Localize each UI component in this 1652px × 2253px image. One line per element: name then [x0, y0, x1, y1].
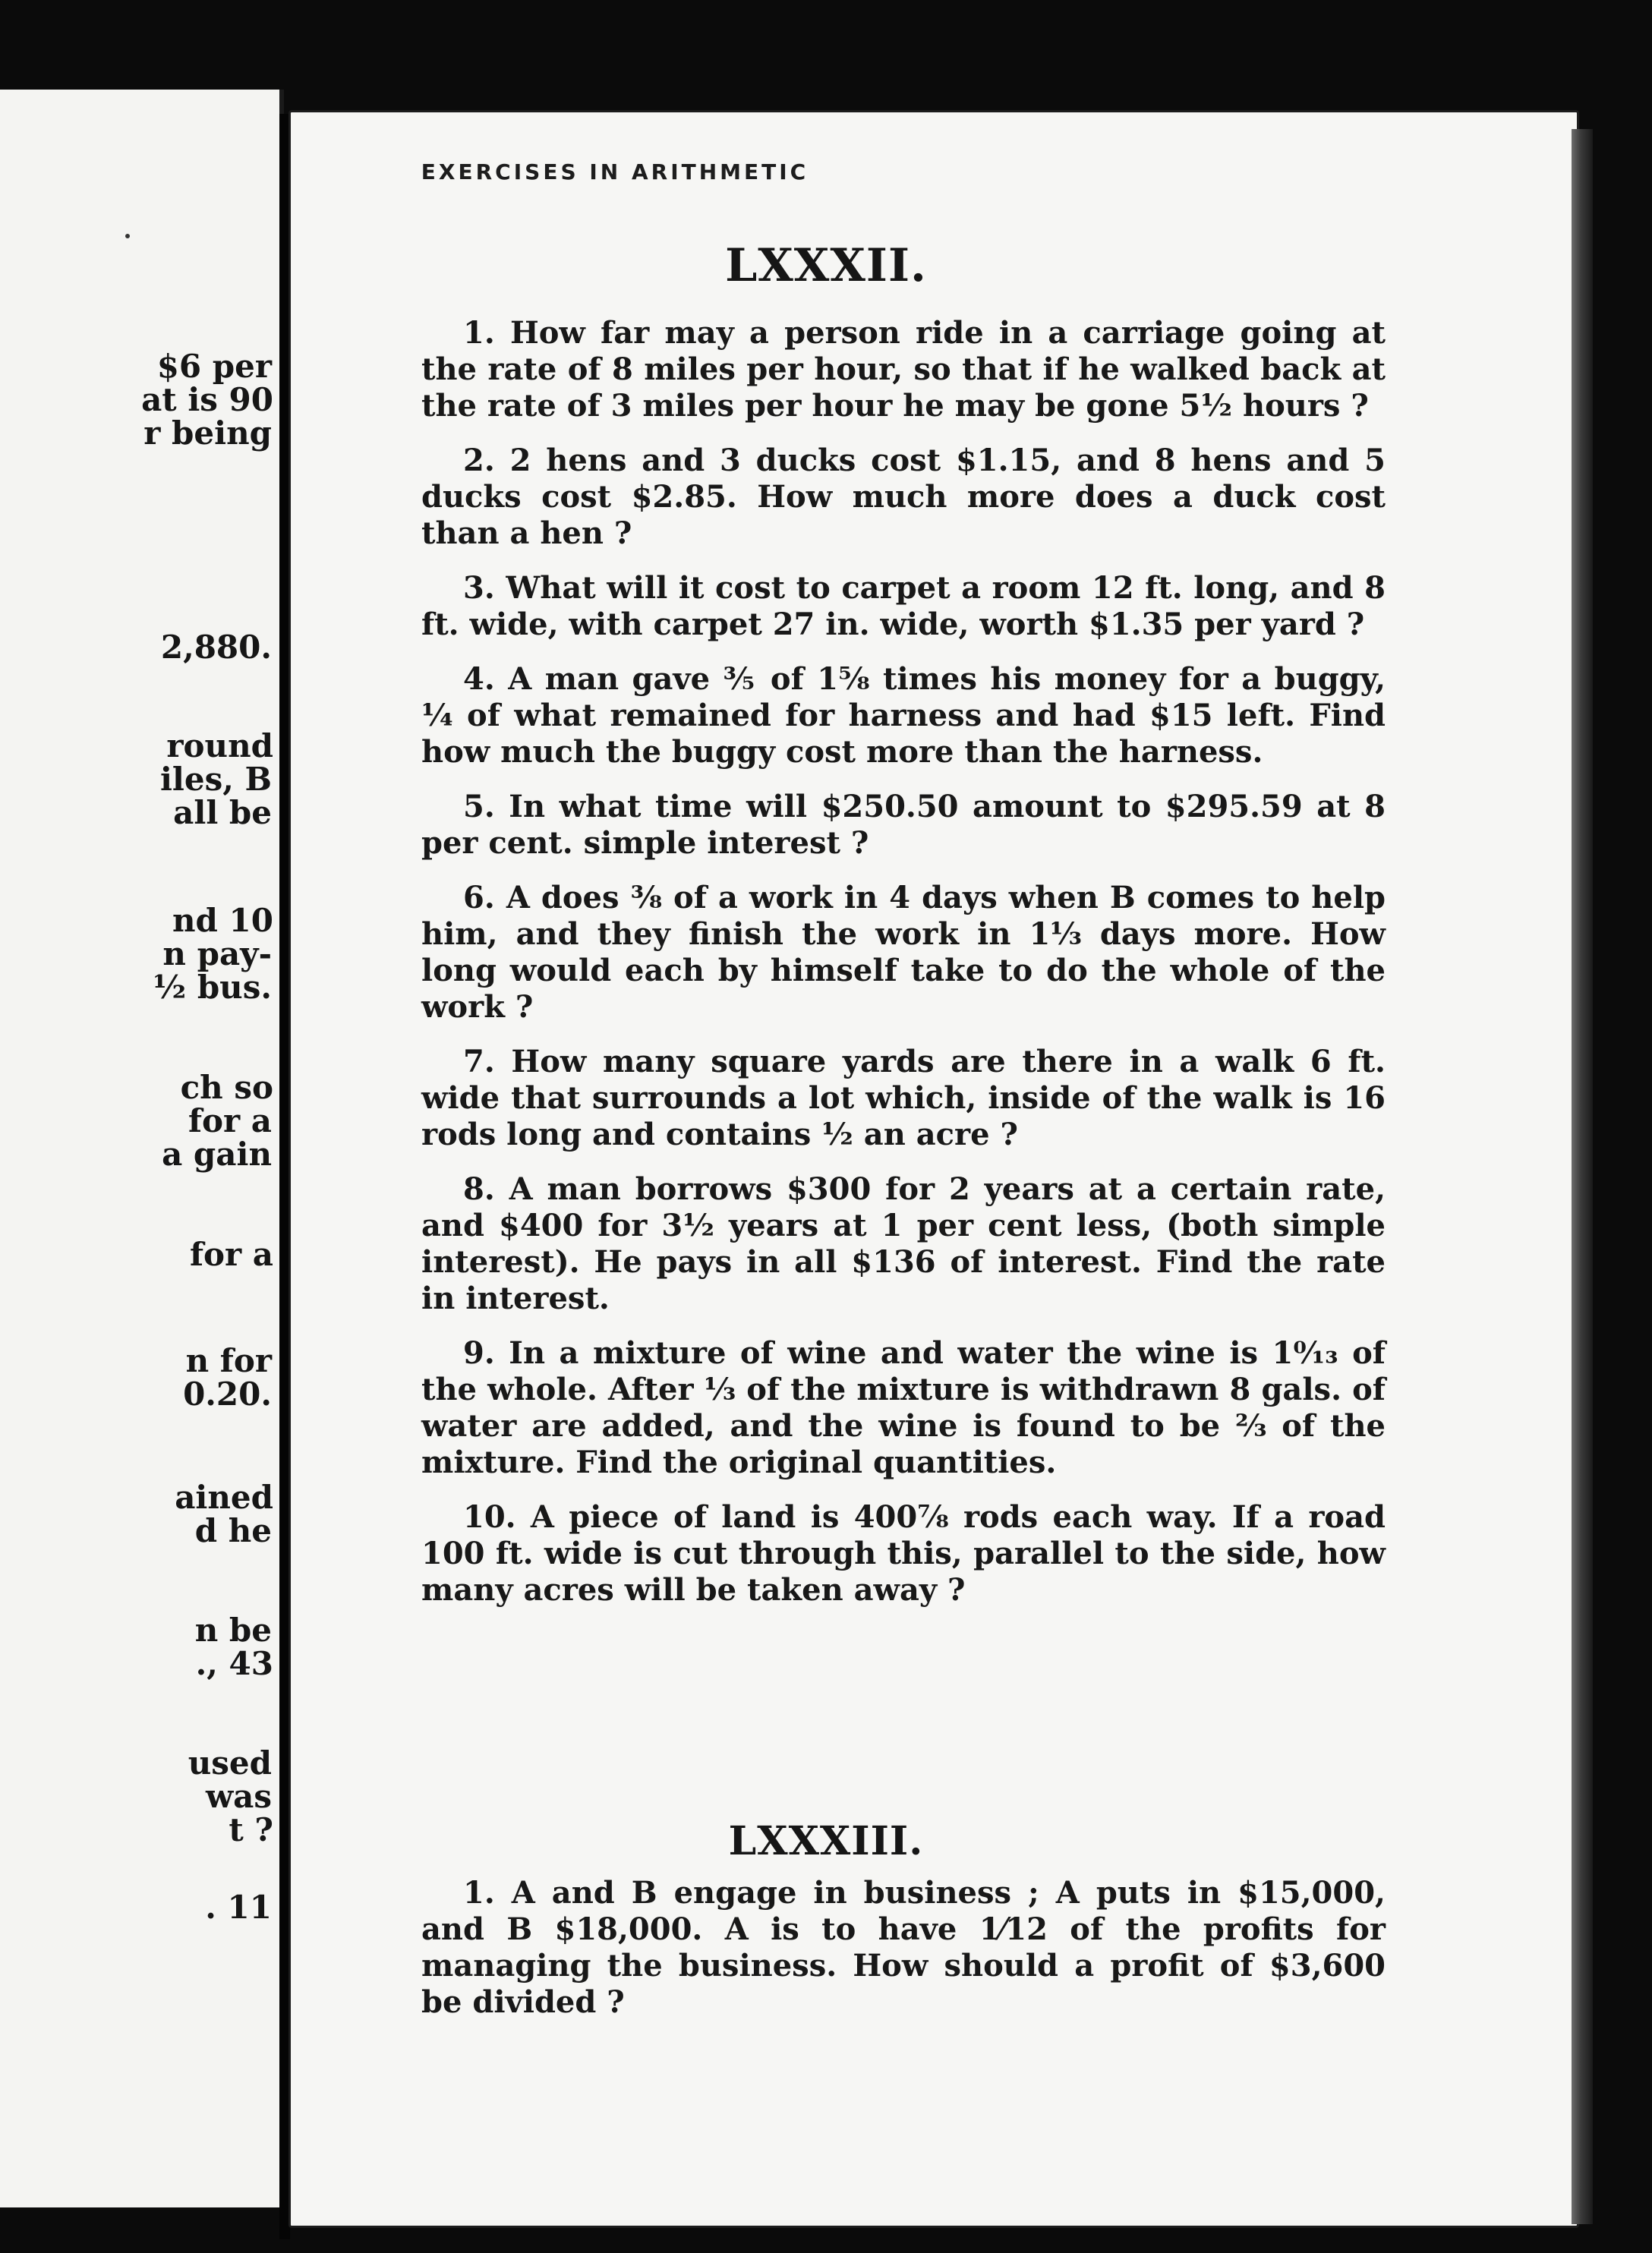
running-head: EXERCISES IN ARITHMETIC — [421, 159, 809, 184]
text-fragment: $6 per — [156, 348, 272, 385]
problem-number: 2. — [463, 443, 495, 478]
problem-text: How far may a person ride in a carriage going at the rate of 8 miles per hour, so that if he walked back at the rate of 3 miles per hour he may be gone 5½ hours ? — [421, 315, 1386, 424]
problem-number: 1. — [463, 1875, 495, 1911]
problem-item — [421, 661, 1386, 770]
text-fragment: all be — [173, 794, 272, 831]
problem-text: How many square yards are there in a walk 6 ft. wide that surrounds a lot which, inside of the walk is 16 rods long and contains ½ an acre ? — [421, 1044, 1386, 1152]
problem-item — [421, 1044, 1386, 1153]
problem-text: A piece of land is 400⅞ rods each way. If a road 100 ft. wide is cut through this, parallel to the side, how many acres will be taken away ? — [421, 1499, 1386, 1608]
text-fragment: d he — [194, 1512, 272, 1549]
text-fragment: n be — [194, 1612, 272, 1649]
problem-number: 5. — [463, 789, 495, 824]
problem-item — [421, 1335, 1386, 1481]
problem-number: 6. — [463, 880, 495, 915]
text-fragment: a gain — [162, 1136, 272, 1173]
text-fragment: at is 90 — [141, 381, 273, 418]
section-title: LXXXII. — [725, 239, 927, 292]
problem-text: A and B engage in business ; A puts in $15,000, and B $18,000. A is to have 1⁄12 of the profits for managing the business. How should a profit of $3,600 be divided ? — [421, 1875, 1386, 2020]
text-fragment: 0.20. — [183, 1375, 272, 1413]
problem-number: 9. — [463, 1335, 495, 1371]
problem-list — [421, 315, 1386, 1627]
text-fragment: . 11 — [205, 1889, 272, 1926]
problem-number: 8. — [463, 1171, 495, 1207]
problem-item — [421, 315, 1386, 424]
problem-number: 10. — [463, 1499, 516, 1535]
text-fragment: r being — [143, 414, 272, 452]
problem-text: In a mixture of wine and water the wine is 1⁰⁄₁₃ of the whole. After ⅓ of the mixture is withdrawn 8 gals. of water are added, and the wine is found to be ⅔ of the mixture. Find the original quantities. — [421, 1335, 1386, 1480]
problem-number: 3. — [463, 570, 495, 606]
text-fragment: used — [188, 1744, 272, 1782]
problem-text: What will it cost to carpet a room 12 ft. long, and 8 ft. wide, with carpet 27 in. wide, worth $1.35 per yard ? — [421, 570, 1386, 642]
problem-text: A man borrows $300 for 2 years at a certain rate, and $400 for 3½ years at 1 per cent less, (both simple interest). He pays in all $136 of interest. Find the rate in interest. — [421, 1171, 1386, 1316]
problem-number: 4. — [463, 661, 495, 697]
text-fragment: t ? — [229, 1811, 273, 1848]
text-fragment: nd 10 — [172, 902, 273, 939]
problem-item — [421, 789, 1386, 862]
text-fragment: n for — [185, 1342, 272, 1379]
text-fragment: 2,880. — [160, 629, 272, 666]
problem-item — [421, 1499, 1386, 1609]
problem-number: 7. — [463, 1044, 495, 1079]
problem-text: In what time will $250.50 amount to $295.59 at 8 per cent. simple interest ? — [421, 789, 1386, 861]
text-fragment: ., 43 — [195, 1645, 273, 1682]
problem-text: A does ⅜ of a work in 4 days when B comes to help him, and they finish the work in 1⅓ days more. How long would each by himself take to do the whole of the work ? — [421, 880, 1386, 1025]
problem-text: A man gave ⅗ of 1⅝ times his money for a buggy, ¼ of what remained for harness and had $15 left. Find how much the buggy cost more than the harness. — [421, 661, 1386, 770]
text-fragment: was — [205, 1778, 272, 1815]
text-fragment: n pay- — [162, 935, 272, 972]
text-fragment: iles, B — [159, 761, 272, 798]
problem-number: 1. — [463, 315, 495, 351]
section-title: LXXXIII. — [728, 1818, 924, 1864]
problem-item — [421, 443, 1386, 552]
previous-page-fragment — [0, 90, 284, 2207]
text-fragment: ch so — [180, 1069, 273, 1106]
text-fragment: ½ bus. — [153, 969, 272, 1006]
text-fragment: for a — [189, 1236, 273, 1273]
text-fragment: for a — [188, 1102, 272, 1139]
problem-item — [421, 1171, 1386, 1317]
problem-list — [421, 1875, 1386, 2039]
problem-item — [421, 570, 1386, 643]
text-fragment: ained — [175, 1479, 273, 1516]
page-stack-edge — [1572, 129, 1593, 2224]
ink-speck — [125, 234, 130, 238]
problem-item — [421, 1875, 1386, 2021]
text-fragment: round — [166, 727, 273, 764]
problem-text: 2 hens and 3 ducks cost $1.15, and 8 hens and 5 ducks cost $2.85. How much more does a duck cost than a hen ? — [421, 443, 1386, 551]
problem-item — [421, 880, 1386, 1026]
